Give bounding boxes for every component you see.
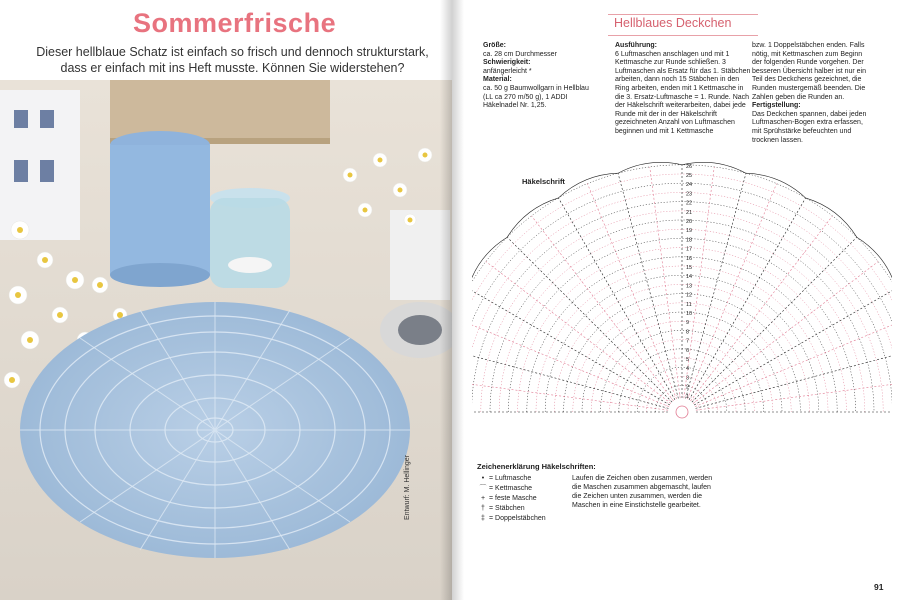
doily-photo	[0, 80, 452, 600]
legend-item	[477, 504, 546, 514]
right-page	[452, 0, 900, 600]
chart-stitch-spoke	[532, 216, 674, 401]
chart-round-number: 24	[686, 182, 693, 189]
chart-round-ring	[610, 340, 755, 412]
chart-round-number: 4	[686, 366, 690, 373]
chart-stitch-spoke	[691, 216, 833, 401]
chart-round-number: 7	[686, 338, 690, 345]
chart-stitch-spoke	[695, 317, 892, 406]
legend-label: = Luftmasche	[489, 475, 532, 482]
chart-round-number: 1	[686, 393, 690, 400]
page-title: Sommerfrische	[133, 8, 337, 38]
page-number: 91	[874, 582, 884, 592]
legend-symbol: •	[481, 475, 485, 482]
legend-item	[477, 514, 546, 524]
size-label: Größe:	[483, 42, 506, 49]
legend-symbol: †	[481, 505, 485, 512]
chart-round-number: 16	[686, 255, 693, 262]
legend-label: = feste Masche	[489, 495, 537, 502]
legend-symbol: +	[480, 495, 486, 502]
instructions-text: 6 Luftmaschen anschlagen und mit 1 Kettmasche zur Runde schließen. 3 Luftmaschen als Ersatz für das 1. Stäbchen arbeiten, dann noch 15 Stäbchen in den Ring arbeiten, enden mit 1 Kettmasche in die 3. Ersatz-Luftmasche = 1. Runde. Nach der Häkelschrift weiterarbeiten, dabei jede Runde mit der in der Häkelschrift gezeichneten Anzahl von Luftmaschen beginnen und mit 1 Kettmasche	[615, 50, 751, 135]
legend-symbol: ‡	[481, 515, 485, 522]
chart-round-number: 13	[686, 283, 693, 290]
finishing-text: Das Deckchen spannen, dabei jeden Luftmaschen-Bogen extra erfassen, mit Sprühstärke befeuchten und trocknen lassen.	[752, 110, 867, 144]
difficulty-value: anfängerleicht *	[483, 67, 532, 75]
chart-round-number: 21	[686, 209, 693, 216]
pattern-title: Hellblaues Deckchen	[614, 16, 732, 30]
chart-stitch-spoke	[693, 262, 878, 404]
legend	[477, 474, 546, 524]
chart-round-number: 18	[686, 237, 693, 244]
chart-stitch-spoke	[686, 173, 746, 398]
chart-round-number: 14	[686, 274, 693, 281]
chart-stitch-spoke	[696, 348, 892, 408]
chart-round-number: 17	[686, 246, 693, 253]
chart-scallop	[806, 198, 857, 237]
instructions-column-2	[752, 42, 867, 145]
legend-label: = Doppelstäbchen	[489, 515, 546, 522]
crochet-chart	[472, 140, 892, 450]
chart-stitch-spoke	[587, 184, 676, 399]
chart-round-number: 5	[686, 357, 690, 363]
chart-round-ring	[536, 266, 828, 412]
chart-round-number: 3	[686, 375, 690, 382]
chart-round-number: 11	[686, 301, 692, 308]
legend-label: = Kettmasche	[489, 485, 532, 492]
legend-item	[477, 484, 546, 494]
chart-stitch-spoke	[687, 184, 776, 399]
material-value: ca. 50 g Baumwollgarn in Hellblau (LL ca 270 m/50 g), 1 ADDI Häkelnadel Nr. 1,25.	[483, 84, 589, 110]
chart-round-number: 23	[686, 191, 693, 198]
chart-round-ring	[545, 275, 819, 412]
chart-round-number: 9	[686, 320, 690, 327]
legend-note: Laufen die Zeichen oben zusammen, werden die Maschen zusammen abgemascht, laufen die Zeichen unten zusammen, werden die Maschen in eine Einstichstelle gearbeitet.	[572, 475, 713, 509]
chart-round-number: 15	[686, 265, 693, 271]
chart-round-number: 6	[686, 347, 690, 354]
chart-round-number: 26	[686, 163, 693, 170]
chart-scallop	[857, 237, 892, 288]
legend-label: = Stäbchen	[489, 505, 525, 512]
material-label: Material:	[483, 76, 512, 84]
legend-symbol: ⌒	[479, 485, 487, 492]
page-gutter	[440, 0, 464, 600]
chart-scallop	[507, 198, 558, 237]
chart-label: Häkelschrift	[522, 177, 565, 186]
chart-stitch-spoke	[692, 237, 857, 402]
chart-round-number: 10	[686, 311, 693, 317]
lead-text: Dieser hellblaue Schatz ist einfach so frisch und dennoch strukturstark, dass er einfach mit ins Heft musste. Können Sie widerstehen?	[36, 45, 429, 75]
chart-stitch-spoke	[694, 288, 892, 405]
finishing-label: Fertigstellung:	[752, 102, 801, 110]
chart-stitch-spoke	[472, 317, 669, 406]
chart-round-number: 2	[686, 384, 690, 391]
chart-stitch-spoke	[486, 262, 671, 404]
chart-center-ring	[676, 406, 688, 418]
chart-round-number: 12	[686, 292, 693, 299]
chart-round-number: 22	[686, 200, 693, 207]
legend-item	[477, 494, 546, 504]
chart-stitch-spoke	[507, 237, 672, 402]
chart-round-ring	[600, 330, 763, 412]
chart-scallop	[472, 237, 507, 288]
chart-round-number: 8	[686, 329, 690, 336]
instructions-column	[615, 42, 751, 137]
difficulty-label: Schwierigkeit:	[483, 59, 531, 67]
photo-credit: Entwurf: M. Hellinger	[404, 455, 411, 520]
chart-round-number: 19	[686, 228, 693, 235]
legend-title: Zeichenerklärung Häkelschriften:	[477, 462, 596, 471]
info-column	[483, 42, 598, 111]
legend-item	[477, 474, 546, 484]
chart-round-number: 20	[686, 219, 693, 225]
instructions-label: Ausführung:	[615, 42, 657, 49]
chart-round-number: 25	[686, 173, 693, 179]
instructions-cont: bzw. 1 Doppelstäbchen enden. Falls nötig, mit Kettmaschen zum Beginn der folgenden Runde vorgehen. Der besseren Übersicht halber ist nur ein Teil des Deckchens gezeichnet, die Runden mustergemäß beenden. Die Zahlen geben die Runden an.	[752, 42, 867, 101]
chart-scallop	[558, 173, 618, 198]
size-value: ca. 28 cm Durchmesser	[483, 50, 557, 58]
